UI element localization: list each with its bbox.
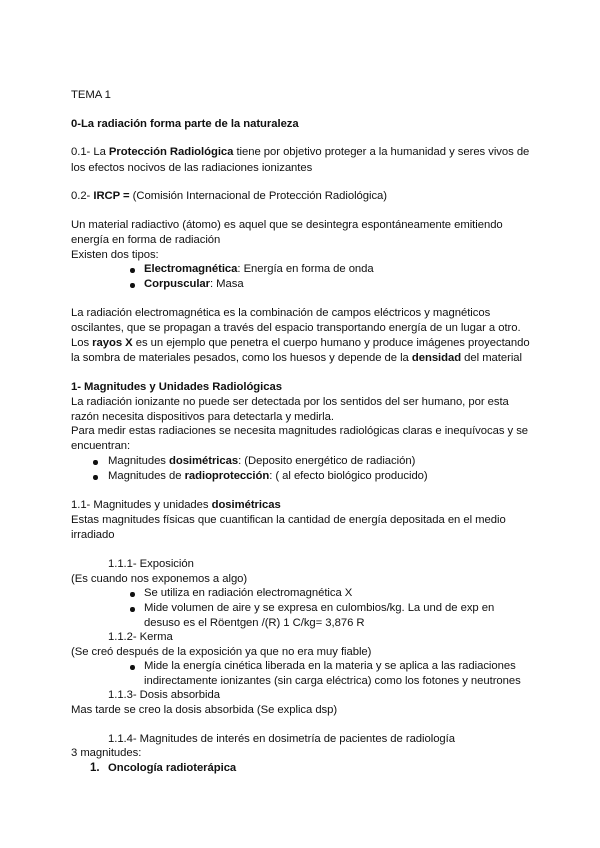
- tipo-rest: : Masa: [210, 278, 244, 290]
- section-1-line1: La radiación ionizante no puede ser detectada por los sentidos del ser humano, por esta: [71, 396, 509, 408]
- section-1-1-2-title: 1.1.2- Kerma: [108, 631, 173, 643]
- electro-line2: oscilantes, que se propagan a través del espacio transportando energía de un lugar a otro.: [71, 322, 521, 334]
- p02-prefix: 0.2-: [71, 190, 94, 202]
- section-1-1-2-bullet1b: indirectamente ionizantes (sin carga eléctrica) como los fotones y neutrones: [144, 675, 521, 687]
- tipo-bold: Electromagnética: [144, 263, 238, 275]
- electro-line4: [71, 351, 522, 365]
- section-1-item: [108, 454, 415, 468]
- item-pre: Magnitudes: [108, 455, 169, 467]
- material-line3: Existen dos tipos:: [71, 249, 159, 261]
- section-1-1-2-bullet1a: Mide la energía cinética liberada en la materia y se aplica a las radiaciones: [144, 660, 516, 672]
- s11-title-pre: 1.1- Magnitudes y unidades: [71, 499, 212, 511]
- electro-bold: densidad: [411, 352, 462, 364]
- bullet-icon: [93, 460, 98, 465]
- paragraph-0-2: [71, 189, 387, 203]
- section-1-1-3-note: Mas tarde se creo la dosis absorbida (Se explica dsp): [71, 704, 338, 716]
- section-1-1-2-note: (Se creó después de la exposición ya que no era muy fiable): [71, 646, 372, 658]
- material-line2: energía en forma de radiación: [71, 234, 221, 246]
- section-1-1-title: [71, 498, 281, 512]
- electro-line3: [71, 336, 530, 350]
- electro-rest: del material: [461, 352, 522, 364]
- item-bold: dosimétricas: [169, 455, 239, 467]
- bullet-icon: [130, 283, 135, 288]
- tipo-rest: : Energía en forma de onda: [237, 263, 374, 275]
- paragraph-0-1-line2: los efectos nocivos de las radiaciones ionizantes: [71, 162, 313, 174]
- tipo-corpuscular: [144, 277, 244, 291]
- electro-bold: rayos X: [92, 337, 133, 349]
- section-1-item: [108, 469, 428, 483]
- material-line1: Un material radiactivo (átomo) es aquel que se desintegra espontáneamente emitiendo: [71, 219, 503, 231]
- item-rest: : ( al efecto biológico producido): [269, 470, 428, 482]
- item-pre: Magnitudes de: [108, 470, 185, 482]
- section-1-line4: encuentran:: [71, 440, 131, 452]
- p02-bold: IRCP =: [93, 190, 130, 202]
- tipo-electromagnetica: [144, 262, 374, 276]
- section-1-1-4-title: 1.1.4- Magnitudes de interés en dosimetría de pacientes de radiología: [108, 733, 455, 745]
- tipo-bold: Corpuscular: [144, 278, 210, 290]
- section-1-1-line2: irradiado: [71, 529, 115, 541]
- tema-label: TEMA 1: [71, 89, 111, 101]
- electro-pre: la sombra de materiales pesados, como los huesos y depende de la: [71, 352, 412, 364]
- bullet-icon: [130, 592, 135, 597]
- list-number: 1.: [90, 762, 100, 774]
- p02-rest: (Comisión Internacional de Protección Radiológica): [129, 190, 388, 202]
- bullet-icon: [130, 665, 135, 670]
- section-1-1-1-bullet2a: Mide volumen de aire y se expresa en culombios/kg. La und de exp en: [144, 602, 495, 614]
- section-1-1-1-bullet1: Se utiliza en radiación electromagnética X: [144, 587, 353, 599]
- section-1-1-1-title: 1.1.1- Exposición: [108, 558, 194, 570]
- bullet-icon: [130, 607, 135, 612]
- heading-0: 0-La radiación forma parte de la naturaleza: [71, 118, 299, 130]
- section-1-1-4-count: 3 magnitudes:: [71, 747, 142, 759]
- s11-title-bold: dosimétricas: [211, 499, 281, 511]
- item-rest: : (Deposito energético de radiación): [238, 455, 416, 467]
- electro-rest: es un ejemplo que penetra el cuerpo humano y produce imágenes proyectando: [132, 337, 530, 349]
- section-1-1-3-title: 1.1.3- Dosis absorbida: [108, 689, 220, 701]
- section-1-1-1-note: (Es cuando nos exponemos a algo): [71, 573, 248, 585]
- p01-prefix: 0.1- La: [71, 146, 109, 158]
- bullet-icon: [130, 268, 135, 273]
- paragraph-0-1-line1: [71, 145, 529, 159]
- section-1-1-1-bullet2b: desuso es el Röentgen /(R) 1 C/kg= 3,876 R: [144, 617, 365, 629]
- p01-rest: tiene por objetivo proteger a la humanidad y seres vivos de: [233, 146, 530, 158]
- bullet-icon: [93, 475, 98, 480]
- electro-pre: Los: [71, 337, 93, 349]
- p01-bold: Protección Radiológica: [108, 146, 234, 158]
- item-bold: radioprotección: [184, 470, 270, 482]
- section-1-line2: razón necesita dispositivos para detectarla y medirla.: [71, 411, 334, 423]
- section-1-1-line1: Estas magnitudes físicas que cuantifican la cantidad de energía depositada en el medio: [71, 514, 506, 526]
- electro-line1: La radiación electromagnética es la combinación de campos eléctricos y magnéticos: [71, 307, 491, 319]
- section-1-line3: Para medir estas radiaciones se necesita magnitudes radiológicas claras e inequívocas y se: [71, 425, 529, 437]
- section-1-title: 1- Magnitudes y Unidades Radiológicas: [71, 381, 282, 393]
- section-1-1-4-item1: Oncología radioterápica: [108, 762, 237, 774]
